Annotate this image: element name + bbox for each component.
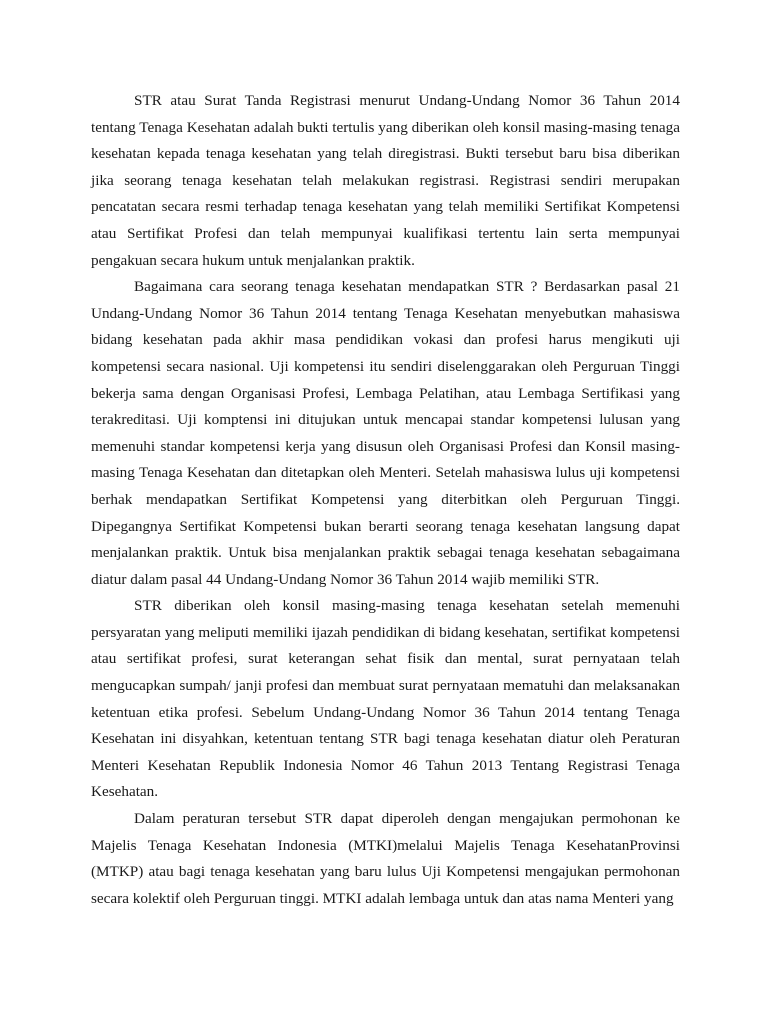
paragraph-mtki-procedure: Dalam peraturan tersebut STR dapat diperoleh dengan mengajukan permohonan ke Majelis Tenaga Kesehatan Indonesia (MTKI)melalui Majelis Tenaga KesehatanProvinsi (MTKP) atau bagi tenaga kesehatan yang baru lulus Uji Kompetensi mengajukan permohonan secara kolektif oleh Perguruan tinggi. MTKI adalah lembaga untuk dan atas nama Menteri yang [91, 810, 680, 907]
document-page [91, 88, 680, 912]
paragraph-how-to-get-str: Bagaimana cara seorang tenaga kesehatan mendapatkan STR ? Berdasarkan pasal 21 Undang-Undang Nomor 36 Tahun 2014 tentang Tenaga Kesehatan menyebutkan mahasiswa bidang kesehatan pada akhir masa pendidikan vokasi dan profesi harus mengikuti uji kompetensi secara nasional. Uji kompetensi itu sendiri diselenggarakan oleh Perguruan Tinggi bekerja sama dengan Organisasi Profesi, Lembaga Pelatihan, atau Lembaga Sertifikasi yang terakreditasi. Uji komptensi ini ditujukan untuk mencapai standar kompetensi lulusan yang memenuhi standar kompetensi kerja yang disusun oleh Organisasi Profesi dan Konsil masing-masing Tenaga Kesehatan dan ditetapkan oleh Menteri. Setelah mahasiswa lulus uji kompetensi berhak mendapatkan Sertifikat Kompetensi yang diterbitkan oleh Perguruan Tinggi. Dipegangnya Sertifikat Kompetensi bukan berarti seorang tenaga kesehatan langsung dapat menjalankan praktik. Untuk bisa menjalankan praktik sebagai tenaga kesehatan sebagaimana diatur dalam pasal 44 Undang-Undang Nomor 36 Tahun 2014 wajib memiliki STR. [91, 278, 680, 588]
paragraph-str-definition: STR atau Surat Tanda Registrasi menurut Undang-Undang Nomor 36 Tahun 2014 tentang Tenaga Kesehatan adalah bukti tertulis yang diberikan oleh konsil masing-masing tenaga kesehatan kepada tenaga kesehatan yang telah diregistrasi. Bukti tersebut baru bisa diberikan jika seorang tenaga kesehatan telah melakukan registrasi. Registrasi sendiri merupakan pencatatan secara resmi terhadap tenaga kesehatan yang telah memiliki Sertifikat Kompetensi atau Sertifikat Profesi dan telah mempunyai kualifikasi tertentu lain serta mempunyai pengakuan secara hukum untuk menjalankan praktik. [91, 92, 680, 269]
paragraph-str-requirements: STR diberikan oleh konsil masing-masing tenaga kesehatan setelah memenuhi persyaratan yang meliputi memiliki ijazah pendidikan di bidang kesehatan, sertifikat kompetensi atau sertifikat profesi, surat keterangan sehat fisik dan mental, surat pernyataan telah mengucapkan sumpah/ janji profesi dan membuat surat pernyataan mematuhi dan melaksanakan ketentuan etika profesi. Sebelum Undang-Undang Nomor 36 Tahun 2014 tentang Tenaga Kesehatan ini disyahkan, ketentuan tentang STR bagi tenaga kesehatan diatur oleh Peraturan Menteri Kesehatan Republik Indonesia Nomor 46 Tahun 2013 Tentang Registrasi Tenaga Kesehatan. [91, 597, 680, 801]
